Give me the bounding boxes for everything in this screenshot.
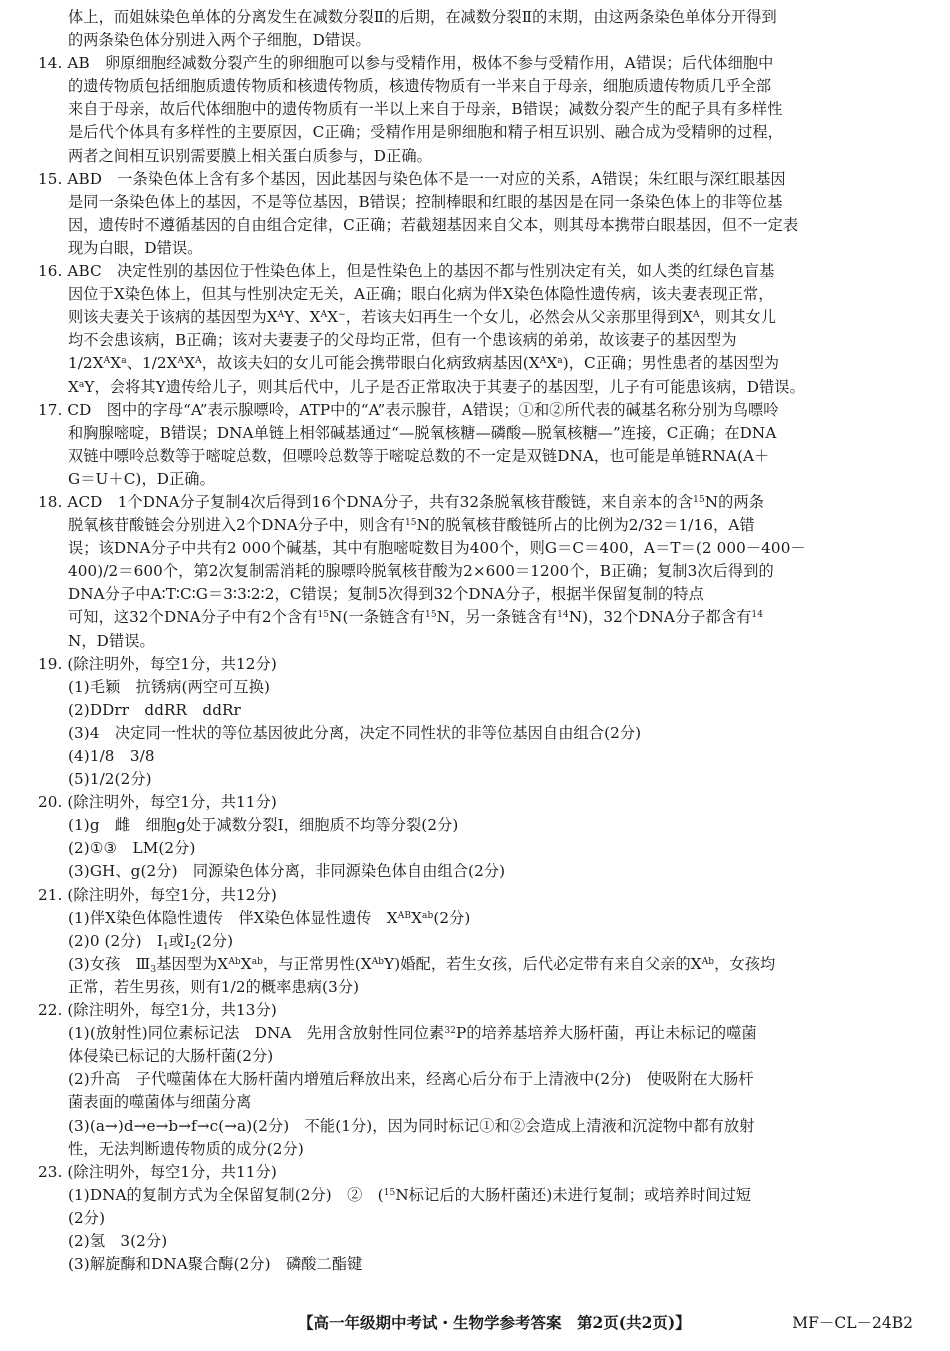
answer-line: (5)1/2(2分) xyxy=(68,770,152,789)
superscript: a xyxy=(121,356,127,367)
text-line: G＝U＋C)，D正确。 xyxy=(68,469,215,488)
superscript: A xyxy=(539,356,547,367)
superscript: A xyxy=(320,310,328,321)
text-line: 正常，若生男孩，则有1/2的概率患病(3分) xyxy=(68,977,360,996)
answer-line: (3)解旋酶和DNA聚合酶(2分) 磷酸二酯键 xyxy=(68,1255,363,1274)
text-run: N(一条链含有 xyxy=(329,608,425,627)
text-line: 误；该DNA分子中共有2 000个碱基，其中有胞嘧啶数目为400个，则G＝C＝400，A＝T＝(2 000－400－ xyxy=(68,539,806,558)
text-run: N的脱氧核苷酸链所占的比例为2/32＝1/16，A错 xyxy=(416,516,755,535)
text-line: 是后代个体具有多样性的主要原因，C正确；受精作用是卵细胞和精子相互识别、融合成为受精卵的过程， xyxy=(68,123,783,142)
text-run: X xyxy=(411,908,422,927)
text-run: 18. ACD 1个DNA分子复制4次后得到16个DNA分子，共有32条脱氧核苷酸链，来自亲本的含 xyxy=(38,492,694,511)
text-run: X xyxy=(327,308,339,327)
question-18 xyxy=(38,491,918,514)
subscript: 2 xyxy=(190,941,197,952)
superscript: a xyxy=(557,356,563,367)
question-19-header: 19. (除注明外，每空1分，共12分) xyxy=(38,654,277,673)
superscript: ab xyxy=(251,956,264,967)
text-run: Y，会将其Y遗传给儿子，则其后代中，儿子是否正常取决于其妻子的基因型，儿子有可能患该病，D错误。 xyxy=(84,377,805,396)
text-line: 体上，而姐妹染色单体的分离发生在减数分裂Ⅱ的后期，在减数分裂Ⅱ的末期，由这两条染色单体分开得到 xyxy=(68,8,777,26)
answer-line xyxy=(38,1184,918,1207)
question-15: 15. ABD 一条染色体上含有多个基因，因此基因与染色体不是一一对应的关系，A错误；朱红眼与深红眼基因 xyxy=(38,169,786,188)
text-run: X xyxy=(546,354,558,373)
text-line: N，D错误。 xyxy=(68,631,155,650)
text-line: 因位于X染色体上，但其与性别决定无关，A正确；眼白化病为伴X染色体隐性遗传病，该夫妻表现正常， xyxy=(68,285,774,304)
text-run: (3)女孩 Ⅲ xyxy=(68,954,151,973)
text-run: 或Ⅰ xyxy=(168,931,191,950)
superscript: A xyxy=(195,356,202,367)
text-run: P的培养基培养大肠杆菌，再让未标记的噬菌 xyxy=(456,1024,757,1043)
text-line: 两者之间相互识别需要膜上相关蛋白质参与，D正确。 xyxy=(68,146,432,165)
text-line: 体侵染已标记的大肠杆菌(2分) xyxy=(68,1047,274,1066)
answer-line: (2)①③ LM(2分) xyxy=(68,839,196,858)
text-run: )，C正确；男性患者的基因型为 xyxy=(562,354,780,373)
text-line xyxy=(38,514,918,537)
superscript: Ab xyxy=(701,956,715,967)
text-run: ，女孩均 xyxy=(714,954,776,973)
superscript: 15 xyxy=(317,610,330,621)
text-line: 的两条染色体分别进入两个子细胞，D错误。 xyxy=(68,31,371,50)
text-run: ，故该夫妇的女儿可能会携带眼白化病致病基因(X xyxy=(201,354,540,373)
text-run: 脱氧核苷酸链会分别进入2个DNA分子中，则含有 xyxy=(68,516,405,535)
answer-line xyxy=(38,930,918,953)
superscript: A xyxy=(177,356,185,367)
text-line: 因，遗传时不遵循基因的自由组合定律，C正确；若截翅基因来自父本，则其母本携带白眼基因，但不一定表 xyxy=(68,215,799,234)
superscript: Ab xyxy=(371,956,385,967)
superscript: 15 xyxy=(425,610,437,621)
text-line: 和胸腺嘧啶，B错误；DNA单链上相邻碱基通过“—脱氧核糖—磷酸—脱氧核糖—”连接，C正确；在DNA xyxy=(68,423,777,442)
text-line: 双链中嘌呤总数等于嘧啶总数，但嘌呤总数等于嘧啶总数的不一定是双链DNA，也可能是单链RNA(A＋ xyxy=(68,446,770,465)
text-run: 则该夫妻关于该病的基因型为X xyxy=(68,308,278,327)
subscript: 1 xyxy=(163,941,169,952)
text-line: 均不会患该病，B正确；该对夫妻妻子的父母均正常，但有一个患该病的弟弟，故该妻子的基因型为 xyxy=(68,331,737,350)
text-run: ，若该夫妇再生一个女儿，必然会从父亲那里得到X xyxy=(345,308,694,327)
footer-title: 【高一年级期中考试・生物学参考答案 第2页(共2页)】 xyxy=(298,1313,691,1332)
superscript: 15 xyxy=(404,518,417,529)
answer-line: (3)4 决定同一性状的等位基因彼此分离，决定不同性状的非等位基因自由组合(2分) xyxy=(68,723,642,742)
text-run: (1)伴X染色体隐性遗传 伴X染色体显性遗传 X xyxy=(68,908,398,927)
superscript: A xyxy=(693,310,700,321)
footer-code: MF－CL－24B2 xyxy=(792,1314,913,1332)
text-run: (1)(放射性)同位素标记法 DNA 先用含放射性同位素 xyxy=(68,1024,445,1043)
answer-line xyxy=(38,907,918,930)
superscript: 32 xyxy=(444,1026,457,1037)
text-line xyxy=(38,376,918,399)
superscript: a xyxy=(78,379,85,390)
question-23-header: 23. (除注明外，每空1分，共11分) xyxy=(38,1162,277,1181)
answer-line: (4)1/8 3/8 xyxy=(68,747,155,765)
text-line xyxy=(38,306,918,329)
answer-line: (2)升高 子代噬菌体在大肠杆菌内增殖后释放出来，经离心后分布于上清液中(2分) 使吸附在大肠杆 xyxy=(68,1070,754,1089)
text-line: 来自于母亲，故后代体细胞中的遗传物质有一半以上来自于母亲，B错误；减数分裂产生的配子具有多样性 xyxy=(68,100,783,119)
text-line: (2分) xyxy=(68,1208,106,1227)
superscript: 14 xyxy=(557,610,569,621)
superscript: A xyxy=(277,310,285,321)
text-run: X xyxy=(240,954,252,973)
superscript: AB xyxy=(397,910,412,921)
superscript: 14 xyxy=(751,610,764,621)
answer-line: (2)氢 3(2分) xyxy=(68,1231,168,1250)
text-run: (1)DNA的复制方式为全保留复制(2分) ② ( xyxy=(68,1185,384,1204)
superscript: A xyxy=(103,356,111,367)
answer-line: (1)g 雌 细胞g处于减数分裂Ⅰ，细胞质不均等分裂(2分) xyxy=(68,816,459,835)
text-run: ，则其女儿 xyxy=(699,308,777,327)
text-run: (2)0 (2分) Ⅰ xyxy=(68,931,163,950)
text-run: N的两条 xyxy=(704,492,765,511)
text-line: 是同一条染色体上的基因，不是等位基因，B错误；控制棒眼和红眼的基因是在同一条染色体上的非等位基 xyxy=(68,192,783,211)
text-run: N，另一条链含有 xyxy=(436,608,558,627)
text-line: DNA分子中A∶T∶C∶G＝3∶3∶2∶2，C错误；复制5次得到32个DNA分子，根据半保留复制的特点 xyxy=(68,585,704,604)
question-21-header: 21. (除注明外，每空1分，共12分) xyxy=(38,885,277,904)
subscript: 3 xyxy=(150,964,157,975)
text-run: (2分) xyxy=(433,908,471,927)
answer-line: (2)DDrr ddRR ddRr xyxy=(68,700,241,719)
text-run: Y、X xyxy=(284,308,321,327)
text-line: 400)/2＝600个，第2次复制需消耗的腺嘌呤脱氧核苷酸为2×600＝1200个，B正确；复制3次后得到的 xyxy=(68,562,774,581)
answer-line xyxy=(38,1022,918,1045)
text-line xyxy=(38,606,918,629)
question-20-header: 20. (除注明外，每空1分，共11分) xyxy=(38,793,277,812)
text-line xyxy=(38,352,918,375)
superscript: 15 xyxy=(693,494,705,505)
answer-line: (3)GH、g(2分) 同源染色体分离，非同源染色体自由组合(2分) xyxy=(68,862,506,881)
question-16: 16. ABC 决定性别的基因位于性染色体上，但是性染色上的基因不都与性别决定有关，如人类的红绿色盲基 xyxy=(38,262,775,281)
question-22-header: 22. (除注明外，每空1分，共13分) xyxy=(38,1001,277,1020)
text-run: X xyxy=(68,377,79,396)
text-line: 菌表面的噬菌体与细菌分离 xyxy=(68,1093,252,1112)
text-run: 可知，这32个DNA分子中有2个含有 xyxy=(68,608,318,627)
superscript: Ab xyxy=(228,956,241,967)
text-run: ，与正常男性(X xyxy=(263,954,372,973)
superscript: 15 xyxy=(383,1187,396,1198)
answer-line: (3)(a→)d→e→b→f→c(→a)(2分) 不能(1分)，因为同时标记①和②会造成上清液和沉淀物中都有放射 xyxy=(68,1116,755,1135)
text-run: 基因型为X xyxy=(156,954,229,973)
question-14: 14. AB 卵原细胞经减数分裂产生的卵细胞可以参与受精作用，极体不参与受精作用，A错误；后代体细胞中 xyxy=(38,54,774,73)
text-line: 现为白眼，D错误。 xyxy=(68,238,203,257)
text-line: 性，无法判断遗传物质的成分(2分) xyxy=(68,1139,304,1158)
question-17: 17. CD 图中的字母“A”表示腺嘌呤，ATP中的“A”表示腺苷，A错误；①和②所代表的碱基名称分别为鸟嘌呤 xyxy=(38,400,779,419)
text-run: Y)婚配，若生女孩，后代必定带有来自父亲的X xyxy=(384,954,702,973)
superscript: − xyxy=(338,310,346,321)
superscript: ab xyxy=(421,910,434,921)
text-run: X xyxy=(184,354,196,373)
text-run: X xyxy=(110,354,122,373)
text-run: N)，32个DNA分子都含有 xyxy=(568,608,752,627)
answer-document xyxy=(38,6,918,1276)
text-run: 、1/2X xyxy=(126,354,178,373)
text-run: (2分) xyxy=(196,931,234,950)
text-run: N标记后的大肠杆菌还)未进行复制；或培养时间过短 xyxy=(395,1185,752,1204)
answer-line xyxy=(38,953,918,976)
text-line: 的遗传物质包括细胞质遗传物质和核遗传物质，核遗传物质有一半来自于母亲，细胞质遗传物质几乎全部 xyxy=(68,77,772,96)
answer-line: (1)毛颖 抗锈病(两空可互换) xyxy=(68,677,271,696)
text-run: 1/2X xyxy=(68,354,104,373)
